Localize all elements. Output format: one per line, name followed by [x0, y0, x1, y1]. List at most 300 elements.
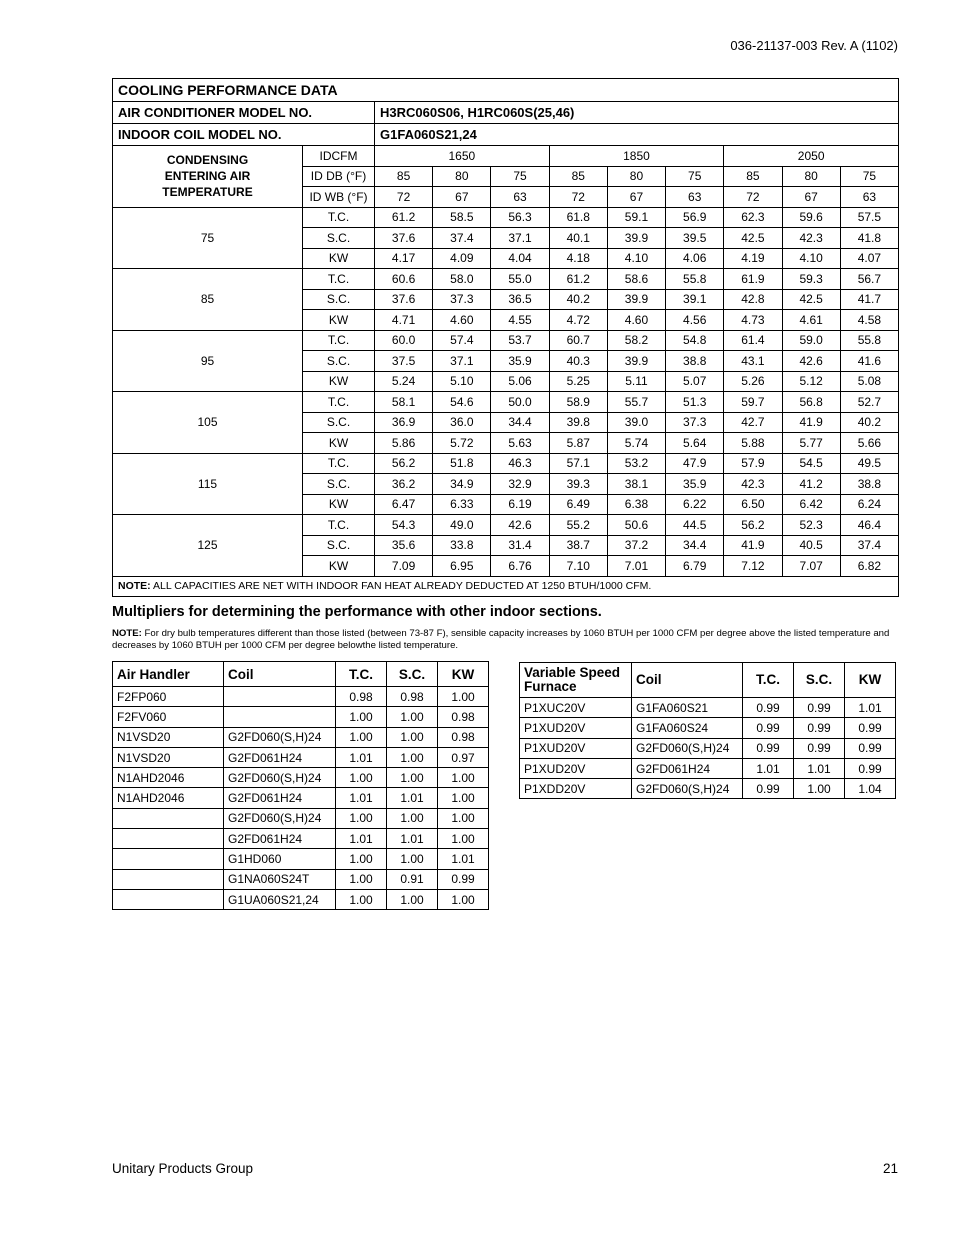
value-cell: 46.3	[491, 453, 549, 474]
table-cell	[224, 707, 336, 727]
value-cell: 6.82	[840, 556, 898, 577]
value-cell: 42.6	[782, 351, 840, 372]
value-cell: 54.6	[433, 392, 491, 413]
condensing-temp-cell: 105	[113, 392, 303, 454]
table-cell: 1.00	[336, 727, 387, 747]
value-cell: 4.72	[549, 310, 607, 331]
value-cell: 56.7	[840, 269, 898, 290]
table-row	[113, 869, 489, 889]
value-cell: 6.76	[491, 556, 549, 577]
value-cell: 6.49	[549, 494, 607, 515]
value-cell: 37.2	[607, 535, 665, 556]
footer-company: Unitary Products Group	[112, 1161, 254, 1176]
value-cell: 4.06	[666, 248, 724, 269]
document-id: 036-21137-003 Rev. A (1102)	[730, 38, 898, 53]
db-cell: 85	[724, 166, 782, 187]
value-cell: 5.72	[433, 433, 491, 454]
coil-model-label: INDOOR COIL MODEL NO.	[113, 124, 375, 146]
table-row	[113, 453, 899, 474]
table-cell: 0.99	[845, 738, 896, 758]
metric-label: S.C.	[303, 351, 375, 372]
value-cell: 6.19	[491, 494, 549, 515]
iddb-label: ID DB (°F)	[303, 166, 375, 187]
metric-label: S.C.	[303, 535, 375, 556]
table-cell: G1HD060	[224, 849, 336, 869]
value-cell: 39.9	[607, 351, 665, 372]
value-cell: 55.8	[666, 269, 724, 290]
value-cell: 57.5	[840, 207, 898, 228]
value-cell: 57.9	[724, 453, 782, 474]
value-cell: 58.0	[433, 269, 491, 290]
table-row	[113, 330, 899, 351]
value-cell: 59.1	[607, 207, 665, 228]
value-cell: 49.5	[840, 453, 898, 474]
value-cell: 4.56	[666, 310, 724, 331]
coil-model-value: G1FA060S21,24	[375, 124, 899, 146]
value-cell: 40.1	[549, 228, 607, 249]
value-cell: 37.3	[666, 412, 724, 433]
table-cell: 0.99	[845, 718, 896, 738]
value-cell: 39.9	[607, 289, 665, 310]
value-cell: 47.9	[666, 453, 724, 474]
value-cell: 5.06	[491, 371, 549, 392]
value-cell: 34.4	[491, 412, 549, 433]
table-cell: 1.01	[387, 788, 438, 808]
table-cell: 1.00	[336, 808, 387, 828]
value-cell: 4.55	[491, 310, 549, 331]
value-cell: 60.6	[375, 269, 433, 290]
ac-model-label: AIR CONDITIONER MODEL NO.	[113, 102, 375, 124]
value-cell: 7.10	[549, 556, 607, 577]
metric-label: KW	[303, 248, 375, 269]
value-cell: 42.5	[724, 228, 782, 249]
value-cell: 56.9	[666, 207, 724, 228]
value-cell: 6.24	[840, 494, 898, 515]
table-cell: G2FD060(S,H)24	[632, 779, 743, 799]
value-cell: 37.1	[433, 351, 491, 372]
value-cell: 58.1	[375, 392, 433, 413]
metric-label: S.C.	[303, 412, 375, 433]
condensing-temp-cell: 115	[113, 453, 303, 515]
value-cell: 55.8	[840, 330, 898, 351]
table-row	[113, 808, 489, 828]
col-header-coil: Coil	[224, 662, 336, 687]
table-cell	[113, 808, 224, 828]
value-cell: 36.0	[433, 412, 491, 433]
table-cell: 1.01	[743, 758, 794, 778]
value-cell: 43.1	[724, 351, 782, 372]
value-cell: 39.0	[607, 412, 665, 433]
note-row	[113, 576, 899, 596]
value-cell: 4.07	[840, 248, 898, 269]
table-cell	[113, 889, 224, 909]
table-cell	[113, 829, 224, 849]
value-cell: 58.9	[549, 392, 607, 413]
table-cell: 1.00	[387, 849, 438, 869]
table-cell: 0.91	[387, 869, 438, 889]
table-cell: 1.00	[438, 687, 489, 707]
table-cell: 0.99	[794, 698, 845, 718]
table-row	[113, 727, 489, 747]
wb-cell: 63	[666, 187, 724, 208]
metric-label: T.C.	[303, 453, 375, 474]
metric-label: KW	[303, 371, 375, 392]
value-cell: 41.6	[840, 351, 898, 372]
metric-label: S.C.	[303, 289, 375, 310]
table-cell: 1.00	[387, 707, 438, 727]
value-cell: 35.9	[666, 474, 724, 495]
page-number: 21	[882, 1161, 898, 1176]
idwb-label: ID WB (°F)	[303, 187, 375, 208]
table-row	[113, 707, 489, 727]
value-cell: 41.2	[782, 474, 840, 495]
table-cell: P1XUD20V	[520, 758, 632, 778]
table-row	[113, 768, 489, 788]
table-note	[113, 576, 899, 596]
wb-cell: 72	[375, 187, 433, 208]
value-cell: 5.87	[549, 433, 607, 454]
value-cell: 6.38	[607, 494, 665, 515]
value-cell: 61.8	[549, 207, 607, 228]
table-cell: P1XUD20V	[520, 738, 632, 758]
value-cell: 56.2	[375, 453, 433, 474]
table-cell: 0.97	[438, 747, 489, 767]
col-header-air-handler: Air Handler	[113, 662, 224, 687]
value-cell: 55.7	[607, 392, 665, 413]
value-cell: 7.01	[607, 556, 665, 577]
value-cell: 59.7	[724, 392, 782, 413]
table-row	[113, 747, 489, 767]
value-cell: 4.60	[607, 310, 665, 331]
value-cell: 7.09	[375, 556, 433, 577]
col-header-kw: KW	[845, 663, 896, 698]
value-cell: 5.64	[666, 433, 724, 454]
table-cell	[113, 849, 224, 869]
value-cell: 56.3	[491, 207, 549, 228]
value-cell: 36.5	[491, 289, 549, 310]
value-cell: 42.8	[724, 289, 782, 310]
table-cell: G2FD061H24	[224, 829, 336, 849]
metric-label: KW	[303, 310, 375, 331]
table-cell: G1FA060S21	[632, 698, 743, 718]
table-cell: F2FV060	[113, 707, 224, 727]
value-cell: 37.1	[491, 228, 549, 249]
table-cell: 0.99	[438, 869, 489, 889]
value-cell: 6.95	[433, 556, 491, 577]
value-cell: 5.10	[433, 371, 491, 392]
table-cell: 1.01	[794, 758, 845, 778]
value-cell: 61.9	[724, 269, 782, 290]
table-cell: 1.00	[336, 869, 387, 889]
value-cell: 39.3	[549, 474, 607, 495]
air-handler-multiplier-table	[112, 661, 489, 910]
value-cell: 35.9	[491, 351, 549, 372]
value-cell: 5.66	[840, 433, 898, 454]
table-cell: 1.00	[438, 889, 489, 909]
table-cell: G2FD060(S,H)24	[224, 727, 336, 747]
value-cell: 36.9	[375, 412, 433, 433]
metric-label: S.C.	[303, 474, 375, 495]
col-header-coil: Coil	[632, 663, 743, 698]
value-cell: 6.47	[375, 494, 433, 515]
condensing-temp-header	[113, 146, 303, 208]
value-cell: 55.0	[491, 269, 549, 290]
table-cell: 1.04	[845, 779, 896, 799]
table-cell: 1.00	[438, 788, 489, 808]
value-cell: 49.0	[433, 515, 491, 536]
value-cell: 41.9	[724, 535, 782, 556]
value-cell: 61.4	[724, 330, 782, 351]
value-cell: 37.6	[375, 289, 433, 310]
table-cell: 1.00	[387, 747, 438, 767]
value-cell: 56.8	[782, 392, 840, 413]
value-cell: 4.19	[724, 248, 782, 269]
table-row	[113, 392, 899, 413]
multipliers-note	[112, 628, 899, 652]
table-cell: G2FD061H24	[224, 747, 336, 767]
value-cell: 54.5	[782, 453, 840, 474]
table-cell: 1.00	[387, 808, 438, 828]
table-cell: P1XDD20V	[520, 779, 632, 799]
table-row	[113, 788, 489, 808]
table-cell: 1.01	[845, 698, 896, 718]
value-cell: 42.7	[724, 412, 782, 433]
table-cell: G2FD060(S,H)24	[224, 768, 336, 788]
table-cell	[113, 869, 224, 889]
table-cell: N1VSD20	[113, 727, 224, 747]
value-cell: 37.4	[433, 228, 491, 249]
table-row	[113, 515, 899, 536]
table-cell: 0.99	[794, 738, 845, 758]
value-cell: 41.7	[840, 289, 898, 310]
table-row	[520, 758, 896, 778]
note-text: ALL CAPACITIES ARE NET WITH INDOOR FAN HEAT ALREADY DEDUCTED AT 1250 BTUH/1000 CFM.	[150, 580, 652, 592]
value-cell: 62.3	[724, 207, 782, 228]
cond-label-line: ENTERING AIR	[164, 169, 251, 184]
value-cell: 58.5	[433, 207, 491, 228]
idcfm-label: IDCFM	[303, 146, 375, 167]
value-cell: 34.9	[433, 474, 491, 495]
value-cell: 57.1	[549, 453, 607, 474]
table-cell: 0.99	[743, 718, 794, 738]
value-cell: 46.4	[840, 515, 898, 536]
col-header-furnace: Variable Speed Furnace	[520, 663, 632, 698]
table-row	[113, 269, 899, 290]
db-cell: 75	[666, 166, 724, 187]
value-cell: 53.7	[491, 330, 549, 351]
value-cell: 59.3	[782, 269, 840, 290]
condensing-temp-cell: 85	[113, 269, 303, 331]
value-cell: 4.60	[433, 310, 491, 331]
db-cell: 80	[607, 166, 665, 187]
value-cell: 4.10	[782, 248, 840, 269]
value-cell: 42.6	[491, 515, 549, 536]
value-cell: 4.73	[724, 310, 782, 331]
cooling-performance-table	[112, 78, 899, 597]
note-text: For dry bulb temperatures different than those listed (between 73-87 F), sensible capacity increases by 1060 BTUH per 1000 CFM per degree above the listed temperature and decreases by 1060 BTUH per 1000 CFM per degree belowthe listed temperature.	[112, 628, 890, 651]
table-row	[113, 207, 899, 228]
col-header-sc: S.C.	[794, 663, 845, 698]
furnace-multiplier-table	[519, 662, 896, 799]
table-cell: 1.00	[387, 727, 438, 747]
value-cell: 37.5	[375, 351, 433, 372]
value-cell: 7.12	[724, 556, 782, 577]
value-cell: 34.4	[666, 535, 724, 556]
value-cell: 4.61	[782, 310, 840, 331]
value-cell: 5.11	[607, 371, 665, 392]
table-cell: G2FD061H24	[224, 788, 336, 808]
value-cell: 57.4	[433, 330, 491, 351]
cond-label-line: TEMPERATURE	[162, 185, 253, 200]
value-cell: 42.3	[782, 228, 840, 249]
table-cell: 0.99	[794, 718, 845, 738]
metric-label: T.C.	[303, 392, 375, 413]
value-cell: 41.9	[782, 412, 840, 433]
table-cell: F2FP060	[113, 687, 224, 707]
table-cell: G2FD061H24	[632, 758, 743, 778]
table-cell: 1.00	[336, 889, 387, 909]
value-cell: 42.5	[782, 289, 840, 310]
value-cell: 5.77	[782, 433, 840, 454]
col-header-kw: KW	[438, 662, 489, 687]
value-cell: 4.10	[607, 248, 665, 269]
value-cell: 6.33	[433, 494, 491, 515]
table-cell: 1.01	[387, 829, 438, 849]
table-cell: N1VSD20	[113, 747, 224, 767]
table-cell	[224, 687, 336, 707]
col-header-sc: S.C.	[387, 662, 438, 687]
table-cell: 1.01	[336, 829, 387, 849]
table-cell: 0.99	[743, 779, 794, 799]
table-cell: N1AHD2046	[113, 768, 224, 788]
note-label: NOTE:	[118, 580, 151, 592]
table-cell: 1.01	[336, 747, 387, 767]
wb-cell: 67	[782, 187, 840, 208]
value-cell: 31.4	[491, 535, 549, 556]
table-cell: 1.00	[387, 768, 438, 788]
metric-label: T.C.	[303, 330, 375, 351]
value-cell: 4.71	[375, 310, 433, 331]
value-cell: 37.6	[375, 228, 433, 249]
value-cell: 59.6	[782, 207, 840, 228]
table-cell: G2FD060(S,H)24	[632, 738, 743, 758]
value-cell: 54.8	[666, 330, 724, 351]
cfm-header: 1850	[549, 146, 724, 167]
table-cell: 1.01	[336, 788, 387, 808]
value-cell: 61.2	[549, 269, 607, 290]
value-cell: 53.2	[607, 453, 665, 474]
db-cell: 80	[782, 166, 840, 187]
wb-cell: 67	[433, 187, 491, 208]
value-cell: 42.3	[724, 474, 782, 495]
cfm-header: 2050	[724, 146, 899, 167]
table-row	[520, 779, 896, 799]
table-cell: 1.00	[438, 829, 489, 849]
table-cell: 0.99	[743, 698, 794, 718]
value-cell: 5.08	[840, 371, 898, 392]
wb-cell: 72	[549, 187, 607, 208]
metric-label: KW	[303, 494, 375, 515]
value-cell: 58.2	[607, 330, 665, 351]
table-row	[113, 687, 489, 707]
cond-label-line: CONDENSING	[166, 153, 249, 168]
value-cell: 39.1	[666, 289, 724, 310]
value-cell: 38.7	[549, 535, 607, 556]
wb-cell: 63	[491, 187, 549, 208]
table-cell: P1XUD20V	[520, 718, 632, 738]
ac-model-value: H3RC060S06, H1RC060S(25,46)	[375, 102, 899, 124]
value-cell: 51.3	[666, 392, 724, 413]
value-cell: 44.5	[666, 515, 724, 536]
metric-label: T.C.	[303, 269, 375, 290]
value-cell: 35.6	[375, 535, 433, 556]
value-cell: 41.8	[840, 228, 898, 249]
value-cell: 37.3	[433, 289, 491, 310]
table-cell: 0.98	[336, 687, 387, 707]
value-cell: 5.63	[491, 433, 549, 454]
table-row	[113, 849, 489, 869]
value-cell: 6.22	[666, 494, 724, 515]
value-cell: 5.12	[782, 371, 840, 392]
value-cell: 5.24	[375, 371, 433, 392]
table-row	[113, 889, 489, 909]
table-cell: P1XUC20V	[520, 698, 632, 718]
value-cell: 39.9	[607, 228, 665, 249]
value-cell: 5.86	[375, 433, 433, 454]
value-cell: 6.50	[724, 494, 782, 515]
table-cell: 0.98	[438, 707, 489, 727]
value-cell: 5.25	[549, 371, 607, 392]
metric-label: KW	[303, 556, 375, 577]
db-cell: 75	[840, 166, 898, 187]
table-cell: 0.99	[743, 738, 794, 758]
value-cell: 36.2	[375, 474, 433, 495]
value-cell: 6.79	[666, 556, 724, 577]
table-cell: 1.00	[438, 808, 489, 828]
value-cell: 55.2	[549, 515, 607, 536]
value-cell: 50.6	[607, 515, 665, 536]
value-cell: 37.4	[840, 535, 898, 556]
value-cell: 40.2	[549, 289, 607, 310]
table-cell: 1.01	[438, 849, 489, 869]
table-cell: 0.98	[438, 727, 489, 747]
value-cell: 61.2	[375, 207, 433, 228]
value-cell: 4.09	[433, 248, 491, 269]
value-cell: 40.5	[782, 535, 840, 556]
table-cell: G1UA060S21,24	[224, 889, 336, 909]
metric-label: KW	[303, 433, 375, 454]
table-cell: 1.00	[438, 768, 489, 788]
table-row	[520, 738, 896, 758]
value-cell: 40.3	[549, 351, 607, 372]
table-cell: 1.00	[336, 768, 387, 788]
condensing-temp-cell: 75	[113, 207, 303, 269]
value-cell: 60.7	[549, 330, 607, 351]
table-row	[520, 698, 896, 718]
col-header-tc: T.C.	[336, 662, 387, 687]
wb-cell: 72	[724, 187, 782, 208]
value-cell: 40.2	[840, 412, 898, 433]
value-cell: 59.0	[782, 330, 840, 351]
value-cell: 4.58	[840, 310, 898, 331]
value-cell: 60.0	[375, 330, 433, 351]
table-cell: 1.00	[336, 707, 387, 727]
value-cell: 4.17	[375, 248, 433, 269]
value-cell: 38.8	[666, 351, 724, 372]
value-cell: 5.26	[724, 371, 782, 392]
metric-label: T.C.	[303, 207, 375, 228]
table-cell: 0.99	[845, 758, 896, 778]
